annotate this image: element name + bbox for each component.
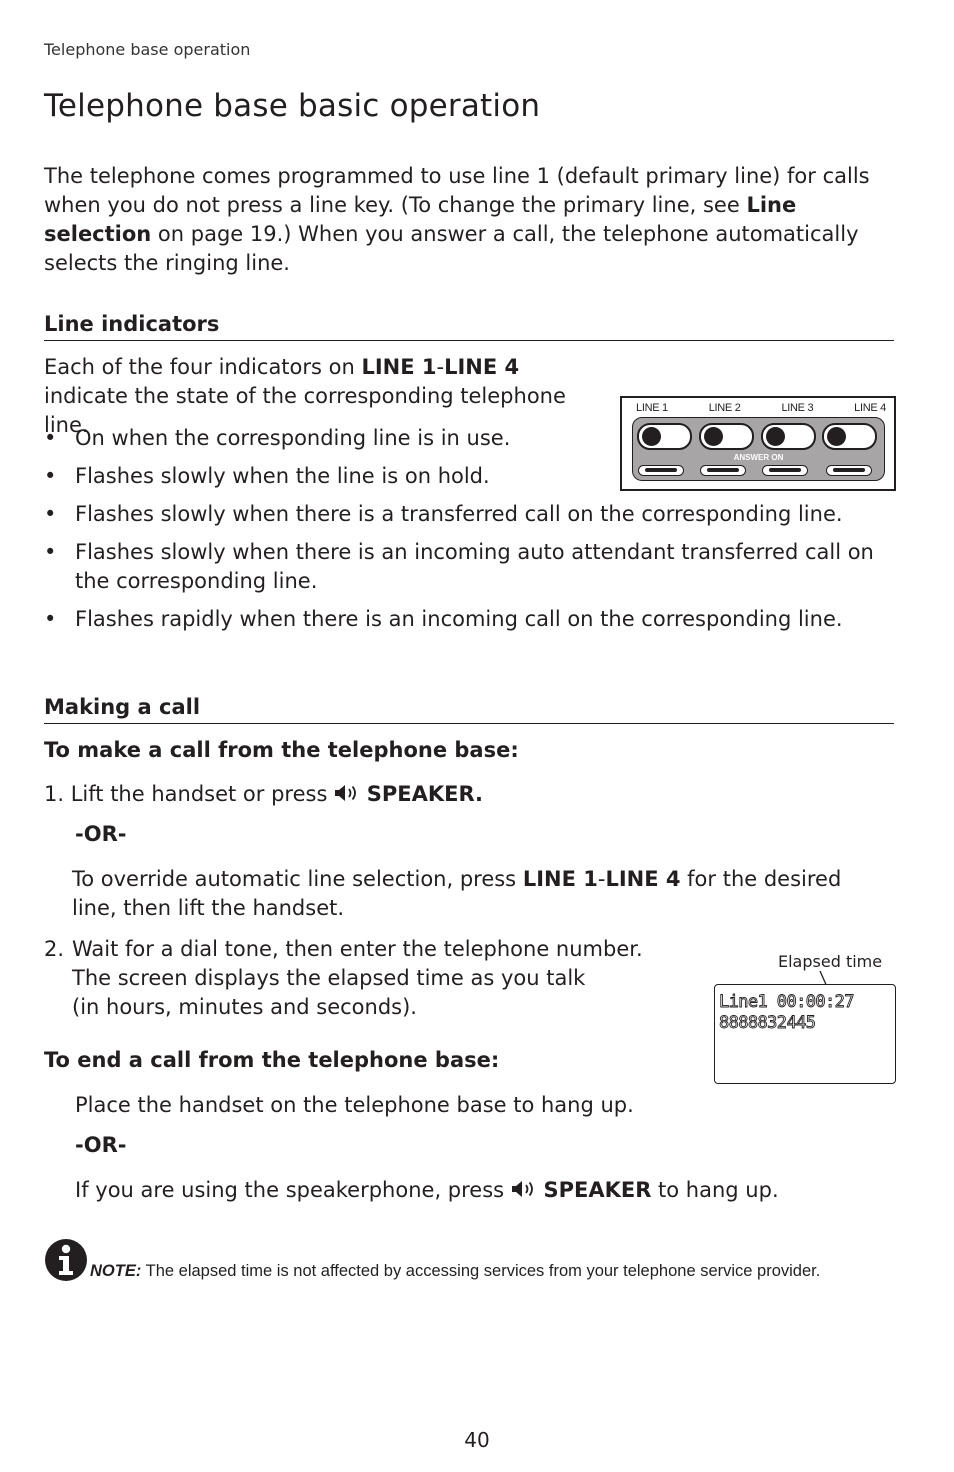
line-indicators-heading: Line indicators	[44, 312, 894, 341]
step-1	[44, 780, 483, 809]
dash: -	[597, 867, 606, 891]
speaker-icon	[334, 783, 360, 803]
speakerphone-text-1: If you are using the speakerphone, press	[75, 1178, 511, 1202]
end-call-subheading: To end a call from the telephone base:	[44, 1048, 500, 1072]
speaker-key-label: SPEAKER.	[366, 782, 484, 806]
intro-text-1: The telephone comes programmed to use line 1 (default primary line) for calls when you do not press a line key. (To change the primary line, see	[44, 164, 870, 217]
line-key	[822, 423, 877, 450]
line-key-label: LINE 1	[636, 402, 668, 414]
indicators-text-2: indicate the state of the corresponding telephone line.	[44, 384, 566, 437]
override-paragraph	[72, 865, 892, 923]
or-separator: -OR-	[75, 822, 127, 846]
intro-text-2: on page 19.) When you answer a call, the telephone automatically selects the ringing line.	[44, 222, 859, 275]
line4-label: LINE 4	[605, 867, 681, 891]
line1-label: LINE 1	[522, 867, 598, 891]
or-separator: -OR-	[75, 1133, 127, 1157]
line-key	[699, 423, 754, 450]
line-indicator-led	[827, 427, 846, 446]
making-call-heading: Making a call	[44, 695, 894, 724]
line-indicator-led	[642, 427, 661, 446]
page-title: Telephone base basic operation	[44, 88, 541, 124]
line-key	[637, 423, 692, 450]
elapsed-time-caption: Elapsed time	[778, 952, 883, 971]
line-key-labels	[636, 402, 886, 414]
screen-line-2: 8888832445	[719, 1013, 816, 1033]
line-key-label: LINE 3	[781, 402, 814, 414]
note-label: NOTE:	[90, 1262, 142, 1280]
line-key-strip	[632, 417, 885, 481]
line-key-label: LINE 2	[708, 402, 741, 414]
dash: -	[436, 355, 445, 379]
line-keys-illustration	[620, 396, 896, 491]
screen-line-1: Line1 00:00:27	[719, 992, 854, 1012]
override-text-2: for the desired line, then lift the handset.	[72, 867, 842, 920]
list-item: • Flashes slowly when the line is on hold.	[44, 462, 619, 491]
line-key-label: LINE 4	[854, 402, 886, 414]
end-call-text: Place the handset on the telephone base to hang up.	[75, 1093, 634, 1117]
answer-on-key	[638, 465, 684, 476]
intro-paragraph	[44, 162, 894, 278]
speakerphone-text-2: to hang up.	[651, 1178, 779, 1202]
step-2	[44, 935, 643, 1022]
step-2-line: The screen displays the elapsed time as you talk	[72, 966, 586, 990]
list-item: • On when the corresponding line is in use.	[44, 424, 619, 453]
override-text-1: To override automatic line selection, press	[72, 867, 523, 891]
info-icon	[44, 1238, 88, 1282]
answer-on-key	[700, 465, 746, 476]
make-call-subheading: To make a call from the telephone base:	[44, 738, 519, 762]
note-text: The elapsed time is not affected by accessing services from your telephone service provider.	[141, 1262, 821, 1280]
answer-on-key	[762, 465, 808, 476]
line1-label: LINE 1	[361, 355, 437, 379]
speaker-key-label: SPEAKER	[543, 1178, 652, 1202]
note	[90, 1262, 820, 1281]
list-item: • Flashes slowly when there is an incoming auto attendant transferred call on the corresponding line.	[44, 538, 894, 596]
step-number: 2.	[44, 937, 65, 961]
step-2-line: Wait for a dial tone, then enter the telephone number.	[72, 937, 643, 961]
display-screen	[714, 984, 896, 1084]
page-number: 40	[464, 1428, 490, 1452]
line-key	[761, 423, 816, 450]
indicators-text-1: Each of the four indicators on	[44, 355, 362, 379]
speakerphone-paragraph	[75, 1176, 779, 1205]
line4-label: LINE 4	[444, 355, 520, 379]
answer-on-key	[826, 465, 872, 476]
line-selection-ref: Line selection	[44, 193, 797, 246]
line-indicator-led	[766, 427, 785, 446]
answer-on-label: ANSWER ON	[733, 453, 784, 462]
step-1-text: Lift the handset or press	[70, 782, 335, 806]
line-indicator-led	[704, 427, 723, 446]
step-2-line: (in hours, minutes and seconds).	[72, 995, 417, 1019]
speaker-icon	[511, 1179, 537, 1199]
list-item: • Flashes rapidly when there is an incoming call on the corresponding line.	[44, 605, 894, 634]
step-number: 1.	[44, 782, 65, 806]
list-item: • Flashes slowly when there is a transferred call on the corresponding line.	[44, 500, 894, 529]
running-head: Telephone base operation	[44, 40, 251, 59]
